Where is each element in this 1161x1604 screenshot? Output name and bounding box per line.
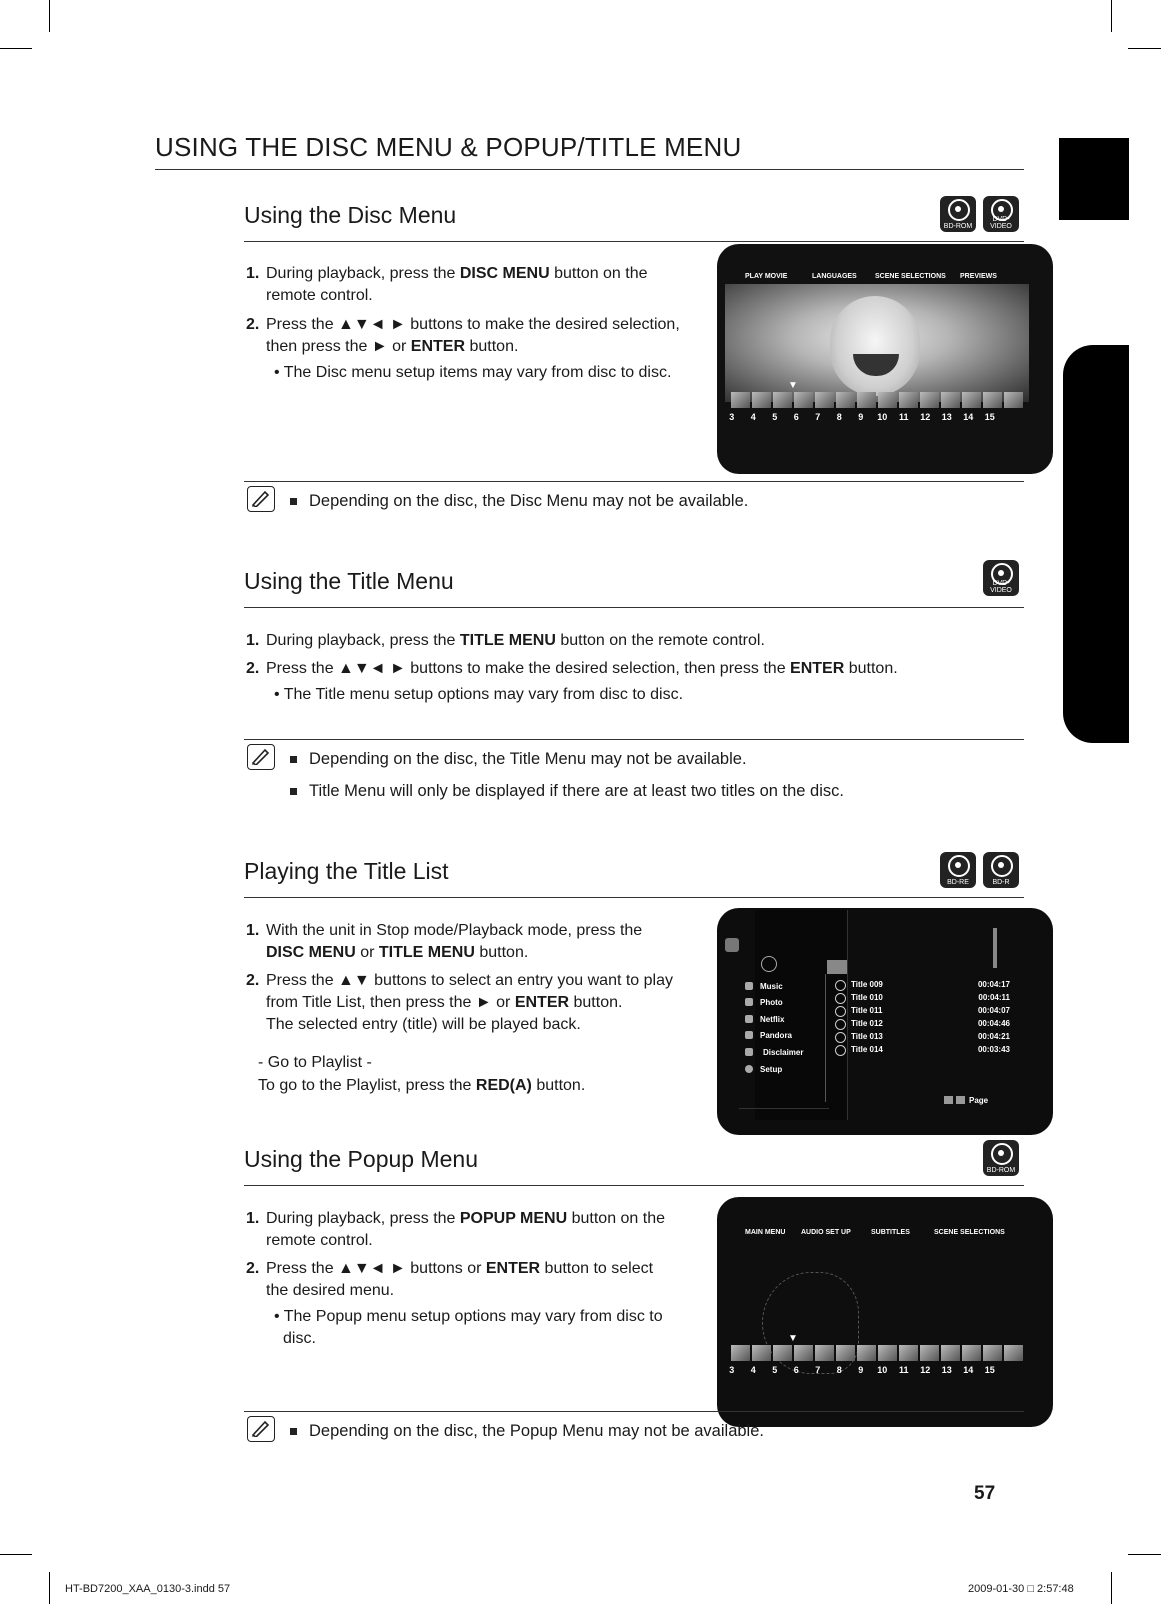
divider [155,169,1024,170]
music-icon [745,982,753,990]
divider [244,1411,1024,1412]
page-label: Page [969,1096,989,1105]
photo-icon [745,998,753,1006]
disclaimer-icon [745,1048,753,1056]
footer-file: HT-BD7200_XAA_0130-3.indd 57 [65,1583,231,1595]
chapter-tab [1059,138,1129,220]
crop-mark [1111,1572,1112,1604]
step-1: 1. During playback, press the TITLE MENU button on the remote control. [246,632,765,649]
menu-scene-selections: SCENE SELECTIONS [875,273,946,280]
disc-icon [725,938,739,952]
step-1: 1. During playback, press the DISC MENU button on the remote control. [246,265,648,304]
page-number: 57 [974,1483,996,1504]
selection-arrow-icon: ▼ [788,380,798,391]
menu-previews: PREVIEWS [960,273,997,280]
bd-rom-badge: BD-ROM [983,1140,1019,1176]
sidebar-item-netflix[interactable]: Netflix [760,1015,785,1024]
netflix-icon [745,1015,753,1023]
note-popup-menu: Depending on the disc, the Popup Menu may not be available. [290,1422,764,1441]
sidebar-item-pandora[interactable]: Pandora [760,1031,793,1040]
chapter-numbers: 3 4 5 6 7 8 9 10 11 12 13 14 15 [729,412,995,422]
menu-languages: LANGUAGES [812,273,857,280]
bullet-note: • The Title menu setup options may vary from disc to disc. [274,686,684,703]
menu-scene-selections: SCENE SELECTIONS [934,1229,1005,1236]
note-title-menu-1: Depending on the disc, the Title Menu may not be available. [290,750,747,769]
bd-r-badge: BD-R [983,852,1019,888]
section-heading-disc-menu: Using the Disc Menu [244,202,457,228]
sidebar-item-photo[interactable]: Photo [760,998,783,1007]
crop-mark [0,48,32,49]
footer-timestamp: 2009-01-30 □ 2:57:48 [968,1583,1074,1595]
menu-subtitles: SUBTITLES [871,1229,910,1236]
divider [244,607,1024,608]
step-2: 2. Press the ▲▼◄ ► buttons to make the desired selection, then press the ► or ENTER button. [246,316,680,355]
dvd-video-badge: DVD-VIDEO [983,196,1019,232]
step-2: 2. Press the ▲▼◄ ► buttons or ENTER button to select the desired menu. [246,1260,654,1299]
divider [244,1185,1024,1186]
crop-mark [49,0,50,32]
divider [244,241,1024,242]
note-icon [247,744,275,770]
divider [244,739,1024,740]
chapter-numbers: 3 4 5 6 7 8 9 10 11 12 13 14 15 [729,1365,995,1375]
menu-audio-set-up: AUDIO SET UP [801,1229,851,1236]
next-page-icon[interactable] [956,1096,965,1104]
bullet-note: • The Popup menu setup options may vary from disc to disc. [274,1308,663,1347]
step-2: 2. Press the ▲▼ buttons to select an entry you want to play from Title List, then press the ► or ENTER button. The selected entry (title) will be played back. [246,972,673,1033]
selection-highlight [827,960,847,974]
chapter-tab-large [1063,345,1129,743]
prev-page-icon[interactable] [944,1096,953,1104]
child-photo [725,284,1029,402]
section-heading-popup-menu: Using the Popup Menu [244,1146,478,1172]
playlist-heading: - Go to Playlist - [258,1054,372,1071]
playlist-instruction: To go to the Playlist, press the RED(A) button. [258,1077,586,1094]
crop-mark [1111,0,1112,32]
chapter-strip [731,392,1023,408]
dvd-video-badge: DVD-VIDEO [983,560,1019,596]
bd-re-badge: BD-RE [940,852,976,888]
section-heading-title-menu: Using the Title Menu [244,568,454,594]
step-1: 1. During playback, press the POPUP MENU button on the remote control. [246,1210,666,1249]
bullet-note: • The Disc menu setup items may vary from disc to disc. [274,364,672,381]
crop-mark [1128,1554,1161,1555]
note-icon [247,486,275,512]
film-reel-icon [761,956,777,972]
note-title-menu-2: Title Menu will only be displayed if there are at least two titles on the disc. [290,782,844,801]
sidebar-item-disclaimer[interactable]: Disclaimer [763,1048,804,1057]
chapter-strip [731,1345,1023,1361]
selection-arrow-icon: ▼ [788,1333,798,1344]
note-icon [247,1416,275,1442]
divider [244,897,1024,898]
crop-mark [49,1572,50,1604]
sidebar-item-setup[interactable]: Setup [760,1065,783,1074]
step-2: 2. Press the ▲▼◄ ► buttons to make the desired selection, then press the ENTER button. [246,660,898,677]
step-1: 1. With the unit in Stop mode/Playback mode, press the DISC MENU or TITLE MENU button. [246,922,643,961]
scrollbar[interactable] [993,928,997,968]
pandora-icon [745,1031,753,1039]
crop-mark [0,1554,32,1555]
note-disc-menu: Depending on the disc, the Disc Menu may not be available. [290,492,748,511]
popup-menu-screenshot [717,1197,1053,1427]
page-title: USING THE DISC MENU & POPUP/TITLE MENU [155,132,742,162]
crop-mark [1128,48,1161,49]
section-heading-title-list: Playing the Title List [244,858,449,884]
divider [244,481,1024,482]
setup-icon [745,1065,753,1073]
bd-rom-badge: BD-ROM [940,196,976,232]
menu-main-menu: MAIN MENU [745,1229,786,1236]
sidebar-item-music[interactable]: Music [760,982,783,991]
disc-menu-screenshot [717,244,1053,474]
menu-play-movie: PLAY MOVIE [745,273,788,280]
